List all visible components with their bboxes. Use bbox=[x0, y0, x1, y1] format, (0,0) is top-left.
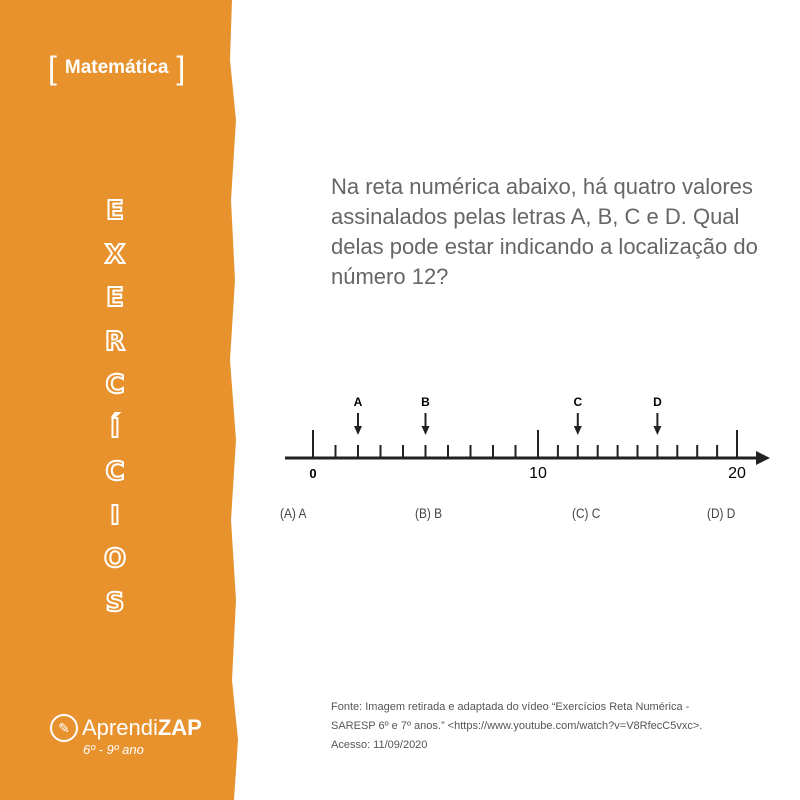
answer-option: (B) B bbox=[415, 505, 443, 522]
title-letter: I bbox=[110, 500, 120, 531]
marker-arrowhead bbox=[422, 426, 430, 435]
tick-label: 20 bbox=[728, 465, 746, 482]
marker-label: D bbox=[653, 395, 662, 409]
marker-arrowhead bbox=[653, 426, 661, 435]
answer-option: (C) C bbox=[572, 505, 601, 522]
title-letter: R bbox=[104, 326, 126, 357]
pencil-bubble-icon: ✎ bbox=[50, 714, 78, 742]
logo-prefix: Aprendi bbox=[82, 715, 158, 740]
title-letter: X bbox=[104, 239, 126, 270]
title-letter: E bbox=[106, 196, 124, 226]
title-letter: S bbox=[105, 587, 125, 618]
tick-label: 0 bbox=[309, 466, 317, 481]
axis-arrowhead bbox=[756, 451, 770, 465]
subject-tag: [ Matemática ] bbox=[48, 50, 186, 86]
source-citation bbox=[331, 698, 751, 755]
source-line: Acesso: 11/09/2020 bbox=[331, 739, 428, 751]
question-text: Na reta numérica abaixo, há quatro valores assinalados pelas letras A, B, C e D. Qual delas pode estar indicando a localização do número 12? bbox=[331, 174, 758, 289]
title-letter: O bbox=[103, 544, 127, 574]
marker-label: A bbox=[353, 395, 363, 409]
logo-bold: ZAP bbox=[157, 715, 202, 740]
source-line: SARESP 6º e 7º anos.” <https://www.youtube.com/watch?v=V8RfecC5vxc>. bbox=[331, 720, 703, 732]
marker-arrowhead bbox=[354, 426, 362, 435]
number-line bbox=[280, 380, 780, 530]
marker-label: C bbox=[573, 395, 583, 409]
answer-option: (D) D bbox=[707, 505, 736, 522]
aprendizap-logo bbox=[50, 714, 202, 757]
title-letter: C bbox=[105, 457, 125, 487]
subject-label: Matemática bbox=[64, 57, 169, 78]
marker-label: B bbox=[421, 395, 430, 409]
answer-option: (A) A bbox=[280, 505, 307, 522]
source-line: Fonte: Imagem retirada e adaptada do vídeo “Exercícios Reta Numérica - bbox=[331, 701, 690, 713]
title-letter: C bbox=[105, 370, 125, 400]
title-letter: Í bbox=[110, 413, 120, 444]
tick-label: 10 bbox=[529, 465, 547, 482]
grade-range: 6º - 9º ano bbox=[83, 742, 144, 757]
vertical-title bbox=[95, 190, 135, 625]
title-letter: E bbox=[106, 283, 124, 313]
marker-arrowhead bbox=[574, 426, 582, 435]
